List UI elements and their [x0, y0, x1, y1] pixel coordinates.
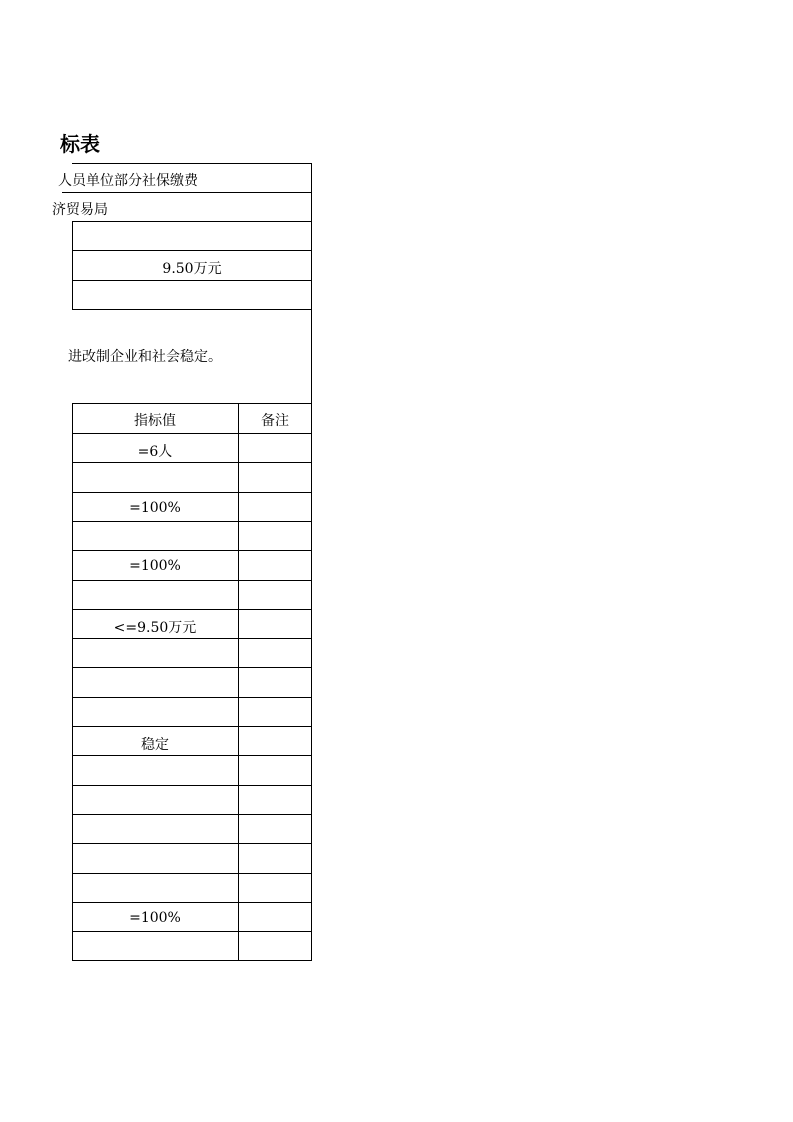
goal-text: 进改制企业和社会稳定。: [68, 349, 222, 365]
table-row-divider: [72, 521, 312, 522]
page-title: 标表: [60, 132, 100, 156]
info-row-1: [60, 170, 240, 190]
table-row-divider: [72, 873, 312, 874]
indicator-border-right: [311, 403, 312, 961]
info-divider-3: [72, 250, 312, 251]
goal-text-clip: [60, 346, 260, 366]
info-divider-5: [72, 309, 312, 310]
table-row-value: =100%: [129, 500, 181, 516]
table-row-value: =100%: [129, 910, 181, 926]
info-row-2: [52, 199, 180, 219]
table-row-divider: [72, 667, 312, 668]
table-row-divider: [72, 609, 312, 610]
table-row-value: =100%: [129, 558, 181, 574]
table-row-divider: [72, 931, 312, 932]
table-row-value: =6人: [137, 444, 173, 460]
table-row-divider: [72, 814, 312, 815]
table-row-value: 稳定: [141, 737, 169, 753]
table-row-divider: [72, 550, 312, 551]
table-row-divider: [72, 785, 312, 786]
info-divider-1: [62, 192, 312, 193]
info-divider-2: [72, 221, 312, 222]
table-row-divider: [72, 462, 312, 463]
table-row-divider: [72, 580, 312, 581]
indicator-border-left: [72, 403, 73, 961]
info-divider-4: [72, 280, 312, 281]
page-title-clip: [60, 128, 120, 156]
info-row-2-label: 济贸易局: [52, 202, 108, 218]
header-note: 备注: [261, 413, 289, 429]
info-row-1-label: 人员单位部分社保缴费: [58, 173, 198, 189]
table-row-value: <=9.50万元: [113, 620, 197, 636]
indicator-border-top: [72, 403, 312, 404]
table-row-divider: [72, 902, 312, 903]
info-border-right: [311, 163, 312, 403]
table-row-divider: [72, 726, 312, 727]
table-row-divider: [72, 960, 312, 961]
table-row-divider: [72, 843, 312, 844]
indicator-header-divider: [72, 433, 312, 434]
info-row-4-value: 9.50万元: [162, 261, 222, 277]
indicator-col-divider: [238, 403, 239, 961]
table-row-divider: [72, 755, 312, 756]
header-indicator-value: 指标值: [134, 413, 176, 429]
info-border-top: [72, 163, 312, 164]
table-row-divider: [72, 492, 312, 493]
table-row-divider: [72, 697, 312, 698]
table-row-divider: [72, 638, 312, 639]
